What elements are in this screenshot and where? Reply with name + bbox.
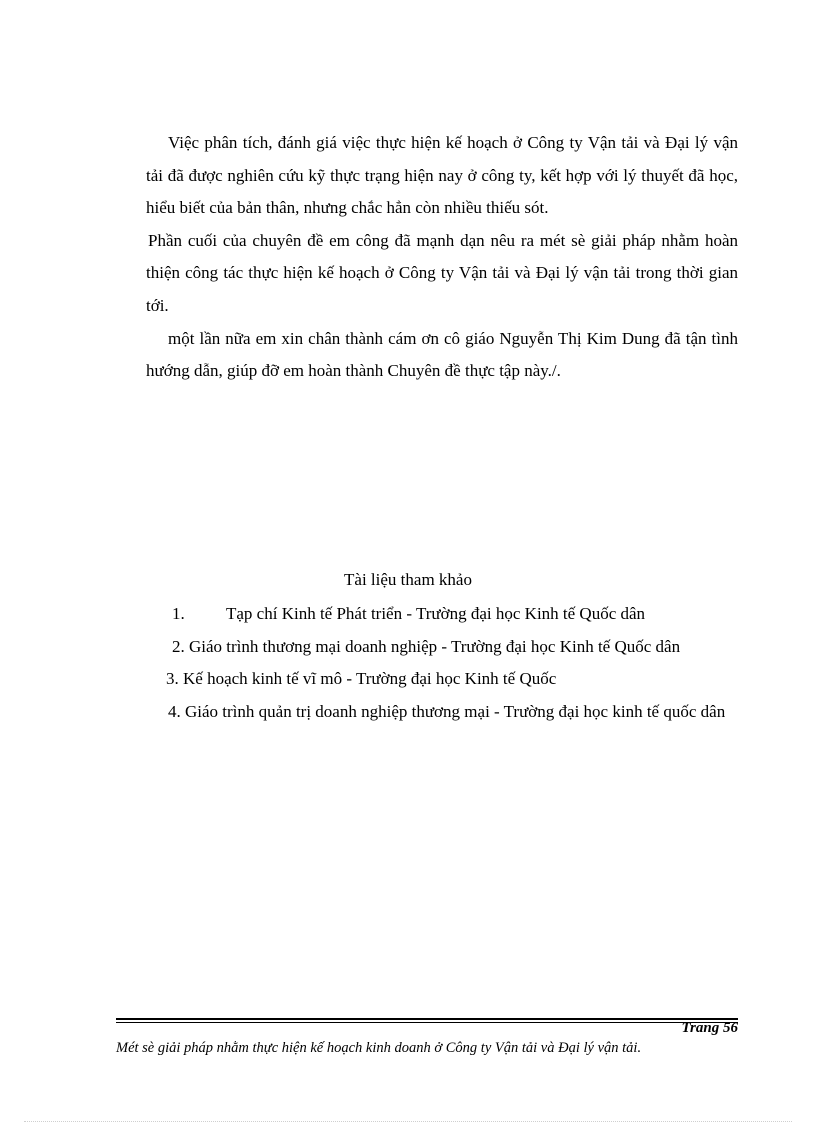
reference-number: 1. — [172, 604, 185, 623]
reference-item-2 — [166, 631, 738, 664]
footer-divider-thin — [116, 1022, 738, 1023]
paragraph-analysis: Việc phân tích, đánh giá việc thực hiện kế hoạch ở Công ty Vận tải và Đại lý vận tải đã được nghiên cứu kỹ thực trạng hiện nay ở công ty, kết hợp với lý thuyết đã học, hiểu biết của bản thân, nhưng chắc hẳn còn nhiều thiếu sót. — [146, 133, 738, 218]
reference-text: Kế hoạch kinh tế vĩ mô - Trường đại học Kinh tế Quốc — [183, 669, 557, 689]
paragraph-solutions: Phần cuối của chuyên đề em công đã mạnh dạn nêu ra mét sè giải pháp nhằm hoàn thiện công tác thực hiện kế hoạch ở Công ty Vận tải và Đại lý vận tải trong thời gian tới. — [146, 230, 738, 315]
footer-title: Mét sè giải pháp nhằm thực hiện kế hoạch kinh doanh ở Công ty Vận tải và Đại lý vận tải. — [116, 1040, 642, 1056]
reference-text: Giáo trình quản trị doanh nghiệp thương mại - Trường đại học kinh tế quốc dân — [185, 701, 726, 721]
reference-item-4 — [166, 696, 738, 729]
paragraph-thanks: một lần nữa em xin chân thành cám ơn cô giáo Nguyễn Thị Kim Dung đã tận tình hướng dẫn, giúp đỡ em hoàn thành Chuyên đề thực tập này./. — [146, 328, 738, 381]
reference-number: 4. — [168, 701, 181, 721]
page-number: Trang 56 — [681, 1020, 738, 1036]
references-list — [166, 598, 738, 728]
reference-item-3 — [166, 663, 738, 696]
footer-divider — [116, 1018, 738, 1020]
conclusion-text — [146, 127, 738, 388]
reference-number: 2. — [172, 636, 185, 656]
page-edge-divider — [24, 1121, 792, 1122]
reference-text: Giáo trình thương mại doanh nghiệp - Trường đại học Kinh tế Quốc dân — [189, 636, 681, 656]
reference-text: Tạp chí Kinh tế Phát triển - Trường đại học Kinh tế Quốc dân — [226, 604, 646, 623]
reference-item-1 — [166, 598, 738, 631]
reference-number: 3. — [166, 669, 179, 689]
references-heading: Tài liệu tham khảo — [344, 570, 472, 589]
